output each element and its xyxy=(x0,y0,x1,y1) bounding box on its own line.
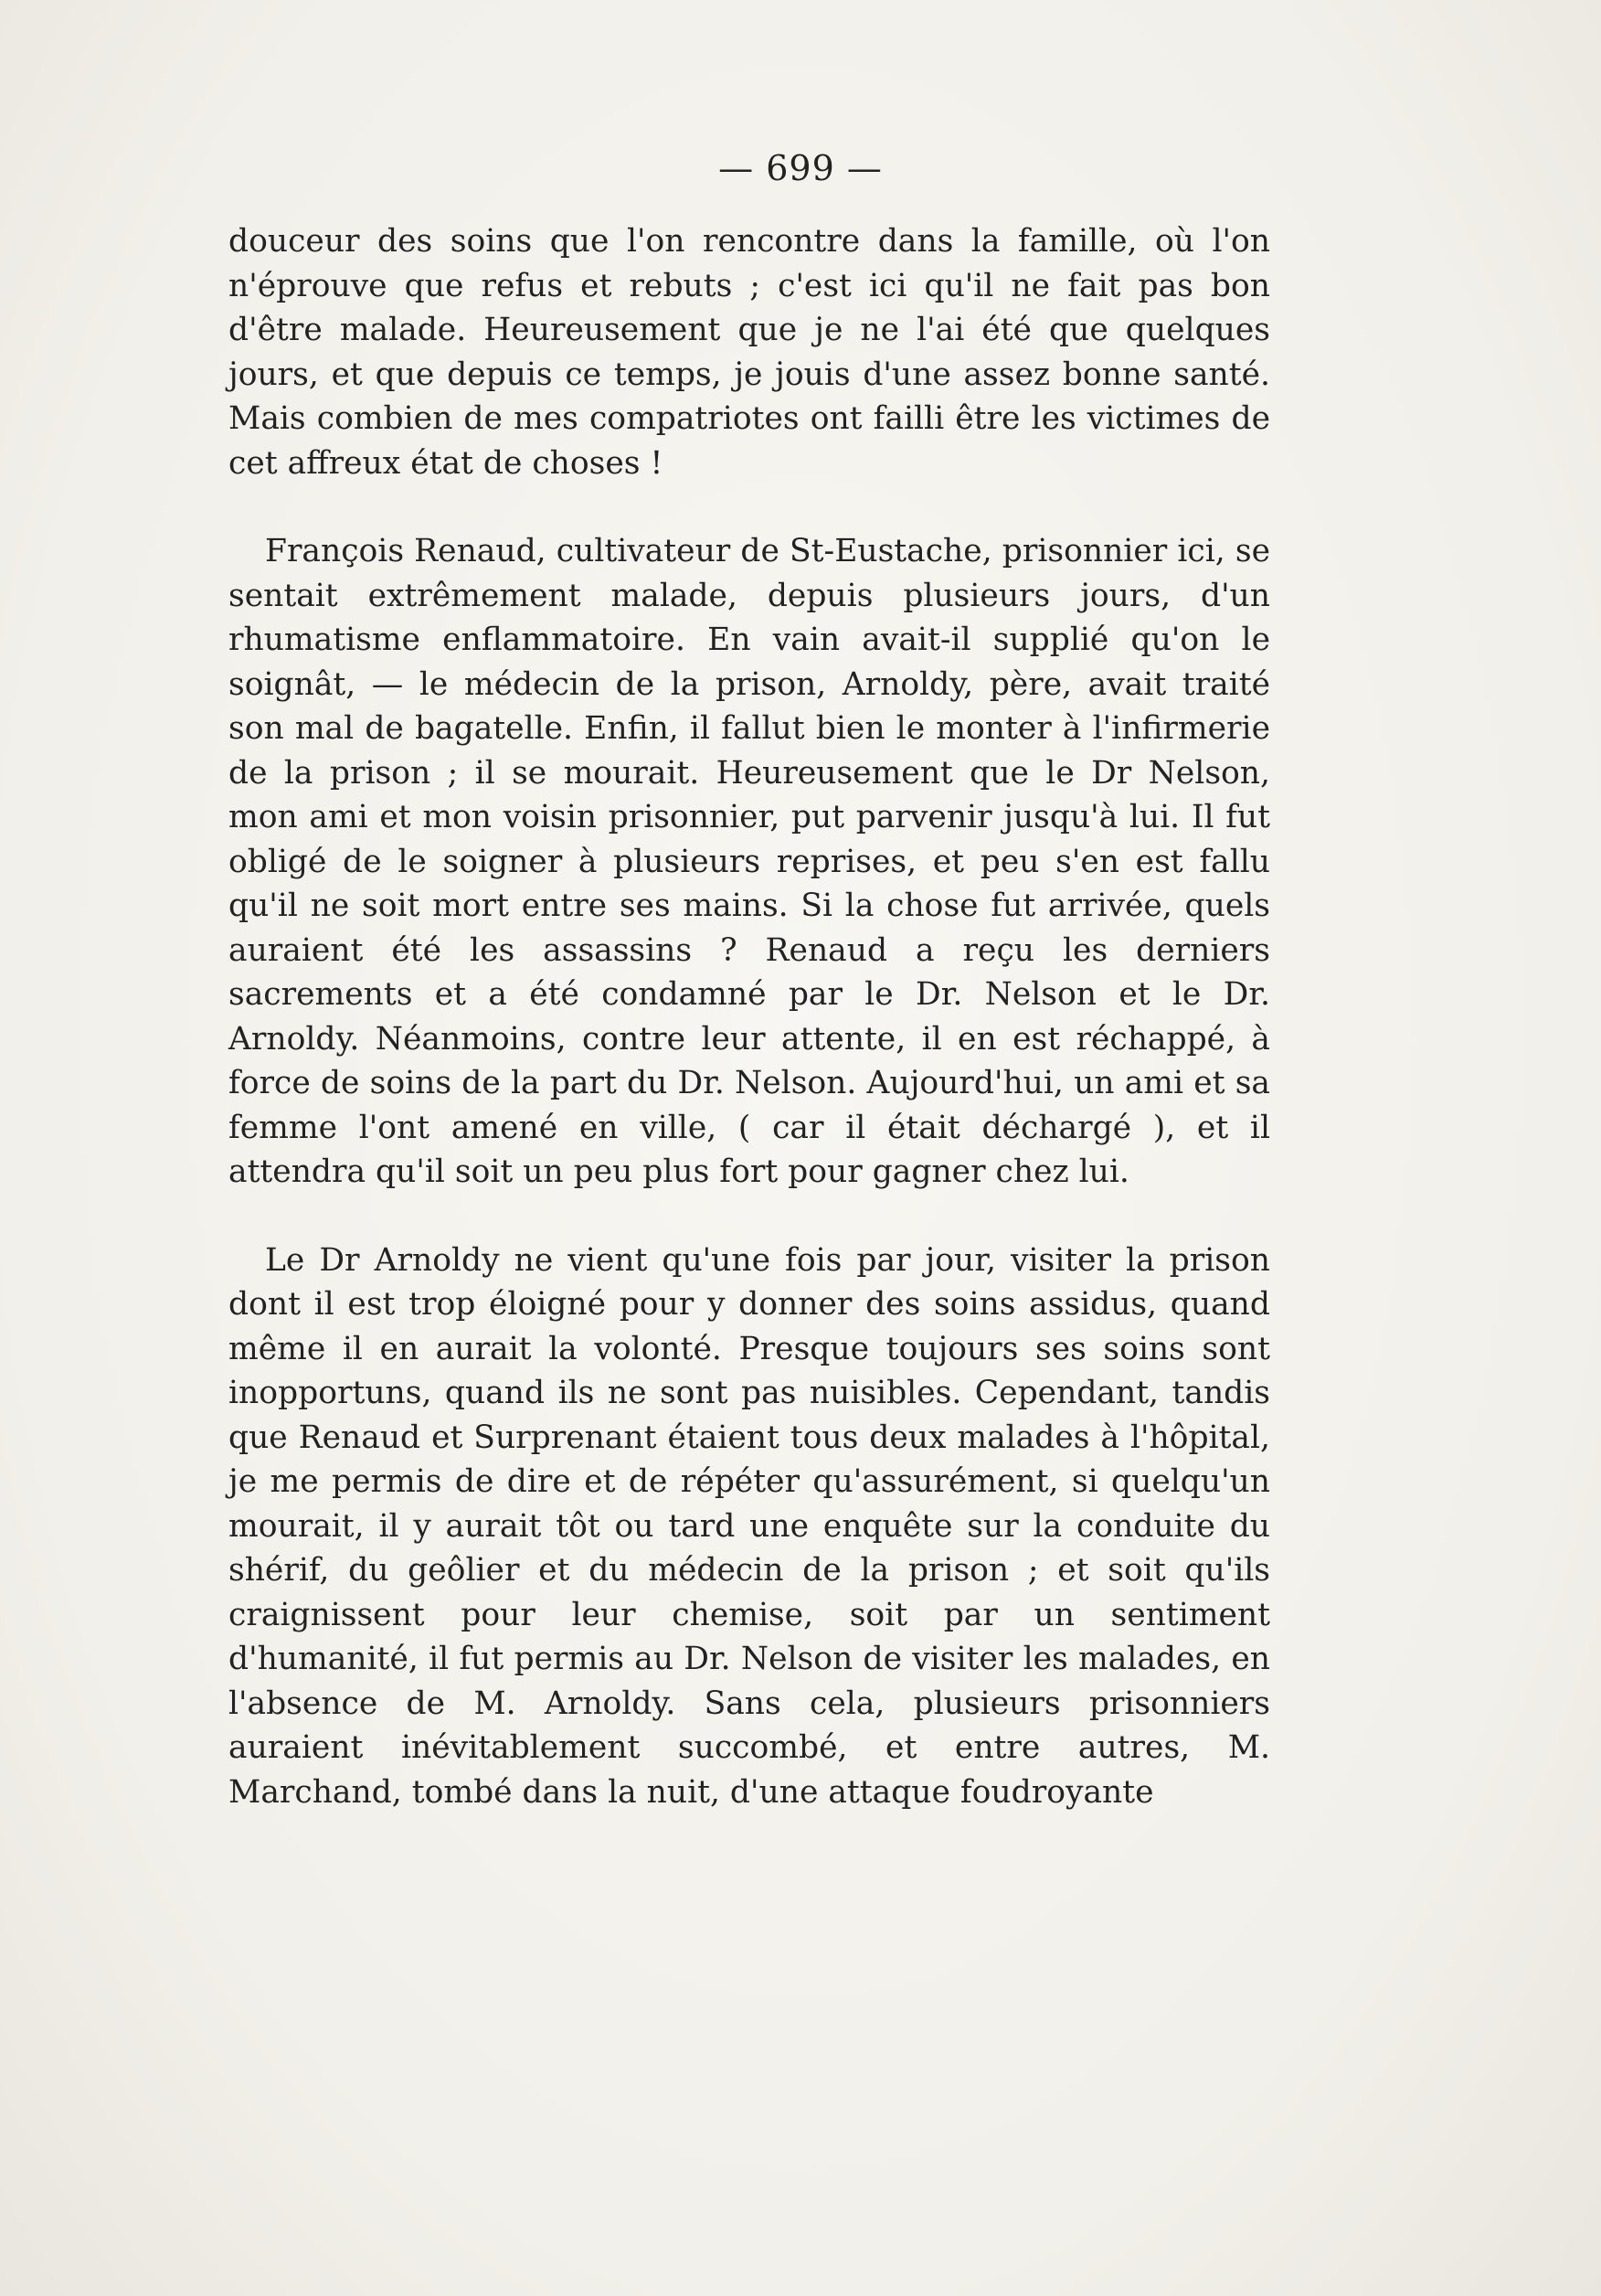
body-text xyxy=(228,219,1270,1814)
paragraph-continuation: douceur des soins que l'on rencontre dans la famille, où l'on n'éprouve que refus et rebuts ; c'est ici qu'il ne fait pas bon d'être malade. Heureusement que je ne l'ai été que quelques jours, et que depuis ce temps, je jouis d'une assez bonne santé. Mais combien de mes compatriotes ont failli être les victimes de cet affreux état de choses ! xyxy=(228,223,1270,482)
page-number: — 699 — xyxy=(718,148,883,188)
paragraph-renaud: François Renaud, cultivateur de St-Eustache, prisonnier ici, se sentait extrêmement malade, depuis plusieurs jours, d'un rhumatisme enflammatoire. En vain avait-il supplié qu'on le soignât, — le médecin de la prison, Arnoldy, père, avait traité son mal de bagatelle. Enfin, il fallut bien le monter à l'infirmerie de la prison ; il se mourait. Heureusement que le Dr Nelson, mon ami et mon voisin prisonnier, put parvenir jusqu'à lui. Il fut obligé de le soigner à plusieurs reprises, et peu s'en est fallu qu'il ne soit mort entre ses mains. Si la chose fut arrivée, quels auraient été les assassins ? Renaud a reçu les derniers sacrements et a été condamné par le Dr. Nelson et le Dr. Arnoldy. Néanmoins, contre leur attente, il en est réchappé, à force de soins de la part du Dr. Nelson. Aujourd'hui, un ami et sa femme l'ont amené en ville, ( car il était déchargé ), et il attendra qu'il soit un peu plus fort pour gagner chez lui. xyxy=(228,533,1270,1190)
paragraph-arnoldy: Le Dr Arnoldy ne vient qu'une fois par jour, visiter la prison dont il est trop éloigné pour y donner des soins assidus, quand même il en aurait la volonté. Presque toujours ses soins sont inopportuns, quand ils ne sont pas nuisibles. Cependant, tandis que Renaud et Surprenant étaient tous deux malades à l'hôpital, je me permis de dire et de répéter qu'assurément, si quelqu'un mourait, il y aurait tôt ou tard une enquête sur la conduite du shérif, du geôlier et du médecin de la prison ; et soit qu'ils craignissent pour leur chemise, soit par un sentiment d'humanité, il fut permis au Dr. Nelson de visiter les malades, en l'absence de M. Arnoldy. Sans cela, plusieurs prisonniers auraient inévitablement succombé, et entre autres, M. Marchand, tombé dans la nuit, d'une attaque foudroyante xyxy=(228,1241,1270,1811)
